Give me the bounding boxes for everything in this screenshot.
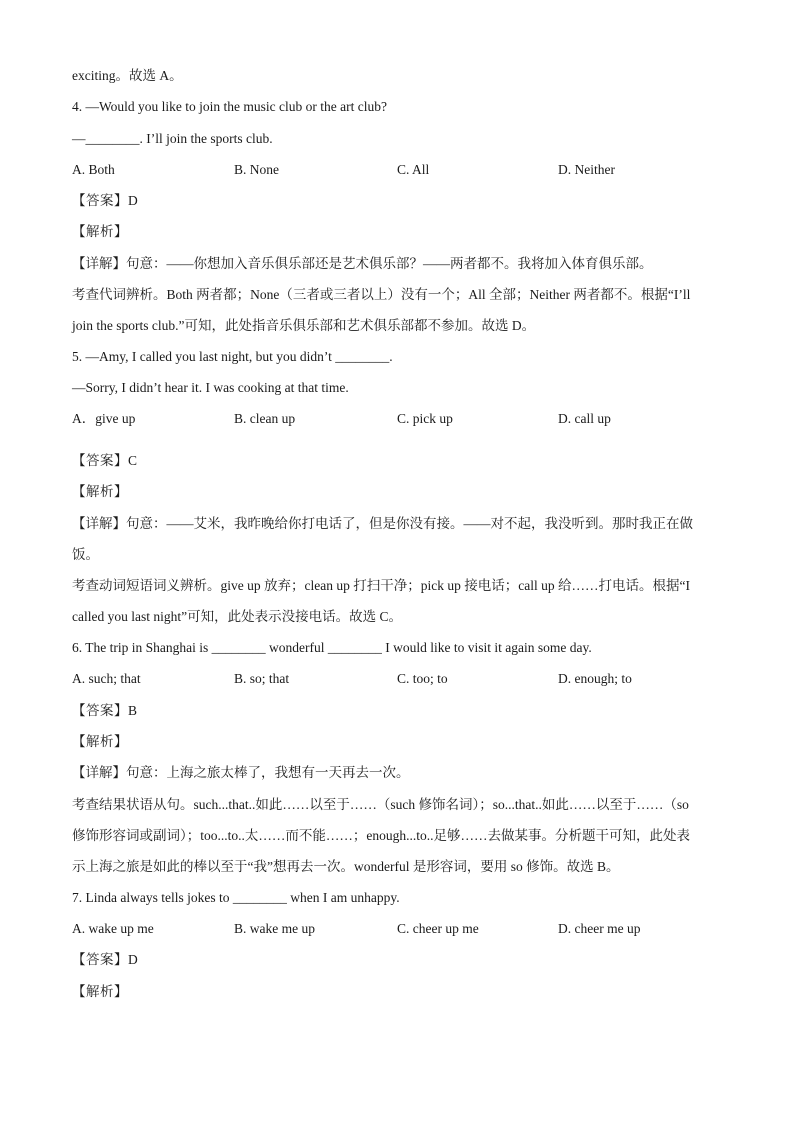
q4-option-a: A. Both [72, 162, 115, 177]
q6-option-b: B. so; that [234, 671, 290, 686]
q6-option-c: C. too; to [397, 671, 448, 686]
q6-analysis-heading: 【解析】 [72, 734, 128, 749]
q7-analysis-heading: 【解析】 [72, 984, 128, 999]
q7-answer: 【答案】D [72, 952, 139, 967]
question-4-response: —________. I’ll join the sports club. [72, 131, 273, 146]
q6-option-a: A. such; that [72, 671, 141, 686]
q5-option-b: B. clean up [234, 411, 296, 426]
q7-option-c: C. cheer up me [397, 921, 479, 936]
q5-explanation-cont: called you last night”可知，此处表示没接电话。故选 C。 [72, 609, 402, 624]
q4-option-b: B. None [234, 162, 279, 177]
q7-option-b: B. wake me up [234, 921, 315, 936]
q5-answer: 【答案】C [72, 453, 138, 468]
q4-option-c: C. All [397, 162, 430, 177]
text-line: exciting。故选 A。 [72, 68, 183, 83]
q7-option-d: D. cheer me up [558, 921, 641, 936]
question-6-stem: 6. The trip in Shanghai is ________ wonderful ________ I would like to visit it again some day. [72, 640, 592, 655]
question-4-stem: 4. —Would you like to join the music club or the art club? [72, 99, 387, 114]
q5-explanation: 考查动词短语词义辨析。give up 放弃；clean up 打扫干净；pick up 接电话；call up 给……打电话。根据“I [72, 578, 690, 593]
q4-detail: 【详解】句意：——你想加入音乐俱乐部还是艺术俱乐部？——两者都不。我将加入体育俱乐部。 [72, 256, 653, 271]
question-5-stem: 5. —Amy, I called you last night, but you didn’t ________. [72, 349, 393, 364]
q5-analysis-heading: 【解析】 [72, 484, 128, 499]
q6-explanation-cont: 修饰形容词或副词）；too...to..太……而不能……；enough...to..足够……去做某事。分析题干可知，此处表 [72, 828, 690, 843]
q7-option-a: A. wake up me [72, 921, 154, 936]
q4-analysis-heading: 【解析】 [72, 224, 128, 239]
q5-detail-cont: 饭。 [72, 547, 99, 562]
question-7-stem: 7. Linda always tells jokes to ________ when I am unhappy. [72, 890, 400, 905]
q6-answer: 【答案】B [72, 703, 138, 718]
q4-explanation: 考查代词辨析。Both 两者都；None（三者或三者以上）没有一个；All 全部；Neither 两者都不。根据“I’ll [72, 287, 691, 302]
q5-option-d: D. call up [558, 411, 611, 426]
q6-explanation: 考查结果状语从句。such...that..如此……以至于……（such 修饰名词）；so...that..如此……以至于……（so [72, 797, 689, 812]
q4-explanation-cont: join the sports club.”可知，此处指音乐俱乐部和艺术俱乐部都不参加。故选 D。 [72, 318, 536, 333]
q5-option-c: C. pick up [397, 411, 453, 426]
q6-option-d: D. enough; to [558, 671, 632, 686]
q4-option-d: D. Neither [558, 162, 615, 177]
q5-option-a: A．give up [72, 411, 136, 426]
q6-explanation-end: 示上海之旅是如此的棒以至于“我”想再去一次。wonderful 是形容词，要用 so 修饰。故选 B。 [72, 859, 620, 874]
q5-detail: 【详解】句意：——艾米，我昨晚给你打电话了，但是你没有接。——对不起，我没听到。那时我正在做 [72, 516, 693, 531]
q6-detail: 【详解】句意：上海之旅太棒了，我想有一天再去一次。 [72, 765, 410, 780]
q4-answer: 【答案】D [72, 193, 139, 208]
question-5-response: —Sorry, I didn’t hear it. I was cooking at that time. [72, 380, 349, 395]
